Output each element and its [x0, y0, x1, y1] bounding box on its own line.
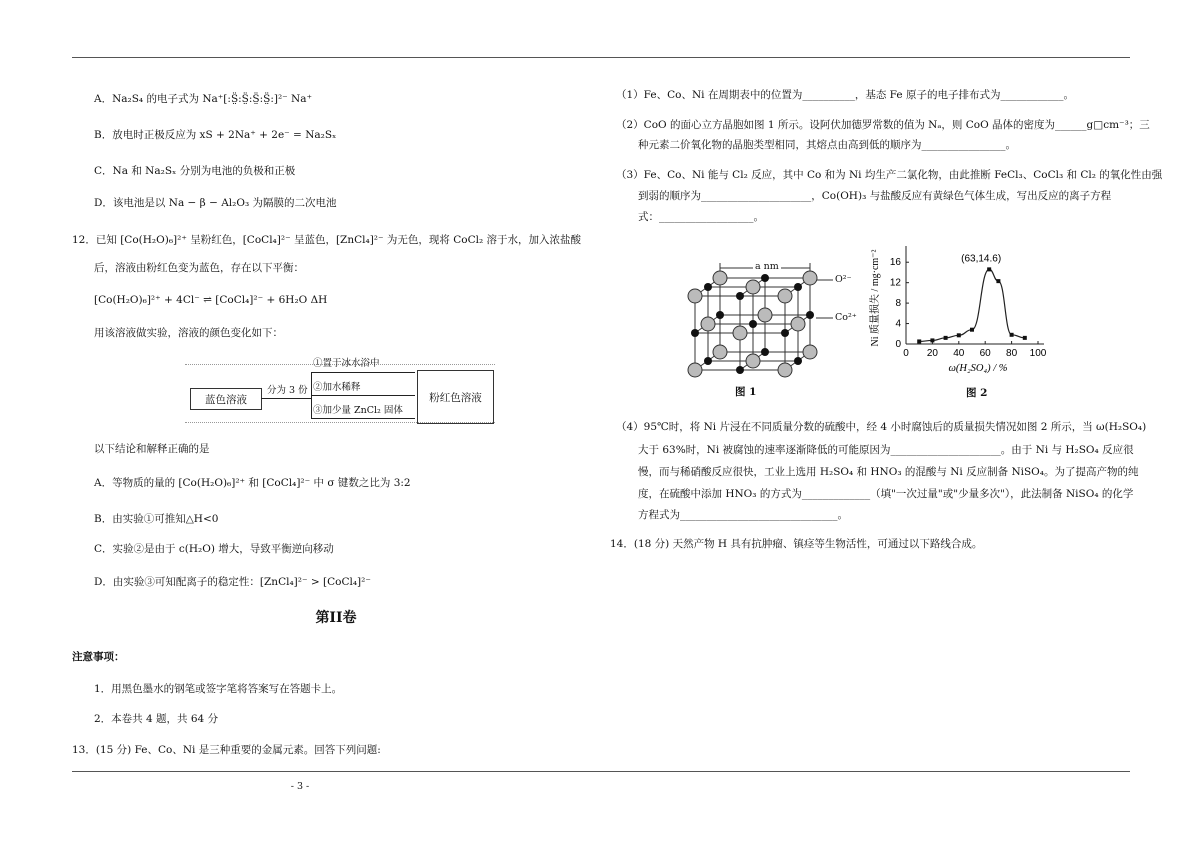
x-axis-title: ω(H₂SO₄) / %: [948, 363, 1008, 374]
x-tick-label: 100: [1029, 348, 1047, 359]
q13-part4-line1: （4）95℃时，将 Ni 片浸在不同质量分数的硫酸中，经 4 小时腐蚀后的质量损失情况如图 2 所示，当 ω(H₂SO₄): [616, 421, 1147, 433]
q13-part4-line3: 慢，而与稀硝酸反应很快，工业上选用 H₂SO₄ 和 HNO₃ 的混酸与 Ni 反应制备 NiSO₄。为了提高产物的纯: [638, 466, 1139, 478]
q14: 14．(18 分) 天然产物 H 具有抗肿瘤、镇痉等生物活性，可通过以下路线合成。: [610, 538, 983, 550]
y-tick-label: 4: [895, 318, 901, 330]
option-b: B．放电时正极反应为 xS + 2Na⁺ + 2e⁻ = Na₂Sₓ: [94, 129, 337, 141]
data-point: [930, 338, 934, 342]
y-tick-label: 0: [895, 339, 901, 350]
flow-arrow-3: [311, 418, 415, 419]
flow-step1: ①置于冰水浴中: [313, 358, 380, 369]
notes-title: 注意事项：: [72, 651, 125, 663]
x-tick-label: 80: [1006, 348, 1018, 359]
data-point: [1023, 336, 1027, 340]
flow-pink-box: 粉红色溶液: [417, 370, 494, 424]
q12-line2: 后，溶液由粉红色变为蓝色，存在以下平衡：: [94, 262, 304, 274]
q13: 13．(15 分) Fe、Co、Ni 是三种重要的金属元素。回答下列问题:: [72, 744, 381, 756]
q13-part3-line2: 到弱的顺序为_____________________，Co(OH)₃ 与盐酸反应有黄绿色气体生成，写出反应的离子方程: [638, 190, 1112, 202]
fig1-a-label: a nm: [755, 261, 779, 272]
flow-split-label: 分为 3 份: [267, 385, 308, 396]
figure-2: [866, 240, 1056, 405]
flow-diagram: [185, 360, 495, 430]
option-d: D．该电池是以 Na − β − Al₂O₃ 为隔膜的二次电池: [94, 197, 337, 209]
x-tick-label: 40: [953, 348, 965, 359]
q12-line1: 12．已知 [Co(H₂O)₆]²⁺ 呈粉红色，[CoCl₄]²⁻ 呈蓝色，[ZnCl₄]²⁻ 为无色，现将 CoCl₂ 溶于水，加入浓盐酸: [72, 234, 582, 246]
data-point: [917, 339, 921, 343]
x-tick-label: 20: [926, 348, 938, 359]
data-point: [970, 328, 974, 332]
data-point: [996, 279, 1000, 283]
q13-part4-line5: 方程式为______________________________。: [638, 509, 848, 521]
fig1-o-label: O²⁻: [835, 274, 852, 285]
page-number: - 3 -: [290, 781, 310, 792]
peak-annotation: (63,14.6): [961, 253, 1002, 265]
option-a: A．Na₂S₄ 的电子式为 Na⁺[:S̤̈:S̤̈:S̤̈:S̤̈:]²⁻ Na⁺: [94, 93, 313, 105]
data-point: [1010, 333, 1014, 337]
note-2: 2．本卷共 4 题，共 64 分: [94, 713, 219, 725]
q13-part1: （1）Fe、Co、Ni 在周期表中的位置为__________，基态 Fe 原子的电子排布式为____________。: [616, 89, 1074, 101]
x-tick-label: 0: [903, 348, 909, 359]
fig2-caption: 图 2: [966, 387, 988, 399]
note-1: 1．用黑色墨水的钢笔或签字笔将答案写在答题卡上。: [94, 683, 343, 695]
data-point: [957, 333, 961, 337]
q12-option-b: B．由实验①可推知△H<0: [94, 513, 219, 525]
q13-part4-line2: 大于 63%时，Ni 被腐蚀的速率逐渐降低的可能原因为_____________________。由于 Ni 与 H₂SO₄ 反应很: [638, 444, 1134, 456]
flow-arrow-1: [311, 372, 415, 373]
q13-part2-line1: （2）CoO 的面心立方晶胞如图 1 所示。设阿伏加德罗常数的值为 Nₐ，则 CoO 晶体的密度为______g□cm⁻³；三: [616, 119, 1150, 131]
q13-part4-line4: 度，在硫酸中添加 HNO₃ 的方式为_____________（填"一次过量"或"少量多次"），此法制备 NiSO₄ 的化学: [638, 488, 1134, 500]
y-axis-title: Ni 质量损失 / mg·cm⁻²: [870, 249, 881, 347]
bottom-rule: [72, 771, 1130, 772]
chart-svg: [866, 240, 1056, 405]
y-tick-label: 12: [889, 277, 901, 289]
q13-part2-line2: 种元素二价氧化物的晶胞类型相同，其熔点由高到低的顺序为________________。: [638, 139, 1016, 151]
figure-1: [683, 258, 868, 403]
q13-part3-line3: 式：__________________。: [638, 211, 764, 223]
section-title: 第II卷: [315, 610, 357, 626]
top-rule: [72, 57, 1130, 58]
option-c: C．Na 和 Na₂Sₓ 分别为电池的负极和正极: [94, 165, 296, 177]
fig1-caption: 图 1: [735, 386, 757, 398]
q12-equilibrium: [Co(H₂O)₆]²⁺ + 4Cl⁻ ⇌ [CoCl₄]²⁻ + 6H₂O ΔH: [94, 294, 328, 306]
x-tick-label: 60: [979, 348, 991, 359]
q12-option-a: A．等物质的量的 [Co(H₂O)₆]²⁺ 和 [CoCl₄]²⁻ 中 σ 键数之比为 3:2: [94, 477, 411, 489]
flow-step3: ③加少量 ZnCl₂ 固体: [313, 405, 403, 416]
q13-part3-line1: （3）Fe、Co、Ni 能与 Cl₂ 反应，其中 Co 和为 Ni 均生产二氯化物，由此推断 FeCl₃、CoCl₃ 和 Cl₂ 的氧化性由强: [616, 169, 1163, 181]
q12-option-c: C．实验②是由于 c(H₂O) 增大，导致平衡逆向移动: [94, 543, 334, 555]
data-point: [944, 336, 948, 340]
flow-blue-box: 蓝色溶液: [190, 388, 262, 410]
y-tick-label: 16: [889, 257, 901, 269]
q12-line3: 用该溶液做实验，溶液的颜色变化如下：: [94, 327, 283, 339]
flow-step2: ②加水稀释: [313, 382, 361, 393]
y-tick-label: 8: [895, 298, 901, 310]
flow-split-line: [261, 398, 311, 399]
q12-option-d: D．由实验③可知配离子的稳定性：[ZnCl₄]²⁻ > [CoCl₄]²⁻: [94, 576, 371, 588]
data-point: [987, 267, 991, 271]
fig1-co-label: Co²⁺: [835, 312, 857, 323]
q12-prompt: 以下结论和解释正确的是: [94, 443, 210, 455]
flow-arrow-2: [311, 395, 415, 396]
